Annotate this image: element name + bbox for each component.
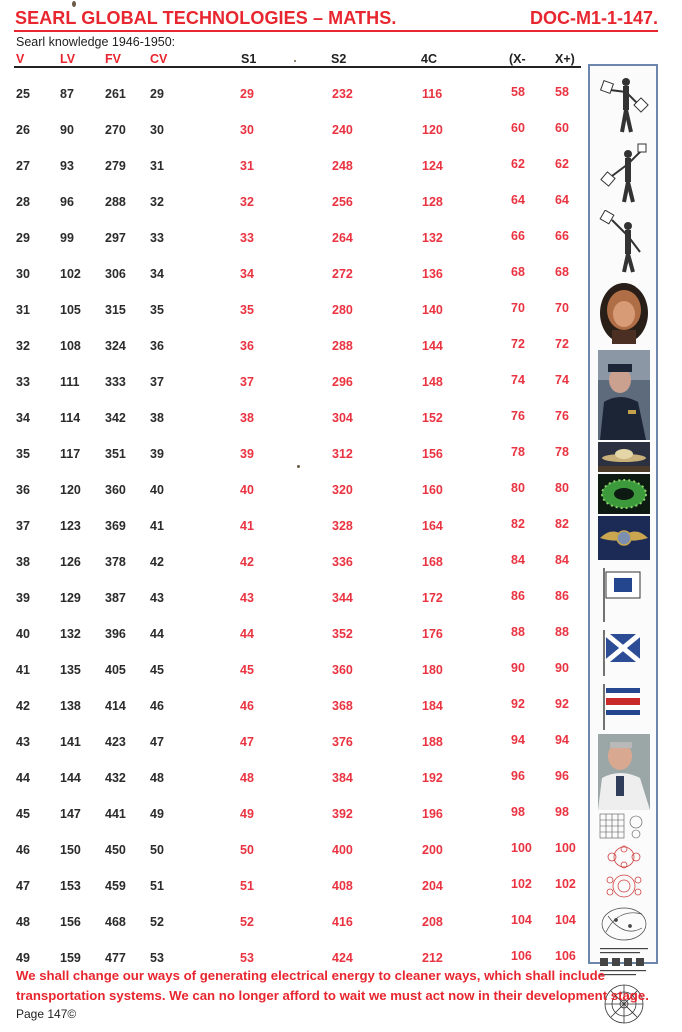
cell-c4: 144 [422,339,443,353]
cell-cv: 49 [150,807,164,821]
cell-v: 49 [16,951,30,965]
cell-fv: 387 [105,591,126,605]
cell-xm: 106 [511,949,532,963]
cell-fv: 459 [105,879,126,893]
cell-s2: 400 [332,843,353,857]
cell-v: 41 [16,663,30,677]
column-header-s1: S1 [241,52,257,66]
cell-c4: 192 [422,771,443,785]
cell-s1: 52 [240,915,254,929]
cell-xm: 60 [511,121,525,135]
cell-lv: 156 [60,915,81,929]
cell-xp: 104 [555,913,576,927]
cell-s1: 47 [240,735,254,749]
cell-s1: 39 [240,447,254,461]
cell-xp: 72 [555,337,569,351]
cell-cv: 37 [150,375,164,389]
cell-v: 31 [16,303,30,317]
cell-cv: 46 [150,699,164,713]
column-header-x-minus: (X- [509,52,526,66]
cell-cv: 38 [150,411,164,425]
cell-xm: 62 [511,157,525,171]
cell-cv: 31 [150,159,164,173]
cell-lv: 129 [60,591,81,605]
cell-xp: 76 [555,409,569,423]
cell-lv: 147 [60,807,81,821]
cell-s1: 51 [240,879,254,893]
cell-c4: 124 [422,159,443,173]
cell-s2: 264 [332,231,353,245]
cell-c4: 200 [422,843,443,857]
cell-fv: 306 [105,267,126,281]
cell-xp: 90 [555,661,569,675]
cell-s1: 30 [240,123,254,137]
cell-cv: 45 [150,663,164,677]
cell-fv: 405 [105,663,126,677]
cell-c4: 172 [422,591,443,605]
cell-fv: 378 [105,555,126,569]
cell-lv: 138 [60,699,81,713]
cell-xm: 86 [511,589,525,603]
flag-blue-square [598,564,650,624]
cell-s2: 240 [332,123,353,137]
technical-diagram-rings [598,872,650,900]
cell-cv: 40 [150,483,164,497]
cell-fv: 450 [105,843,126,857]
cell-cv: 48 [150,771,164,785]
document-title: SEARL GLOBAL TECHNOLOGIES – MATHS. [15,8,397,28]
cell-s1: 44 [240,627,254,641]
cell-cv: 52 [150,915,164,929]
cell-v: 32 [16,339,30,353]
cell-s1: 45 [240,663,254,677]
cell-c4: 132 [422,231,443,245]
cell-s2: 408 [332,879,353,893]
cell-xm: 74 [511,373,525,387]
cell-lv: 144 [60,771,81,785]
cell-s1: 43 [240,591,254,605]
cell-fv: 423 [105,735,126,749]
cell-v: 39 [16,591,30,605]
cell-cv: 32 [150,195,164,209]
cell-cv: 41 [150,519,164,533]
cell-lv: 132 [60,627,81,641]
cell-v: 37 [16,519,30,533]
footer-statement [16,966,676,1006]
cell-lv: 93 [60,159,74,173]
cell-fv: 396 [105,627,126,641]
cell-c4: 204 [422,879,443,893]
cell-s2: 328 [332,519,353,533]
cell-cv: 53 [150,951,164,965]
cell-c4: 212 [422,951,443,965]
cell-xp: 78 [555,445,569,459]
cell-lv: 87 [60,87,74,101]
cell-c4: 120 [422,123,443,137]
cell-fv: 414 [105,699,126,713]
cell-xp: 74 [555,373,569,387]
cell-fv: 468 [105,915,126,929]
cell-c4: 160 [422,483,443,497]
cell-s1: 34 [240,267,254,281]
portrait-child [598,280,650,346]
cell-xp: 68 [555,265,569,279]
cell-cv: 33 [150,231,164,245]
cell-xp: 102 [555,877,576,891]
cell-cv: 43 [150,591,164,605]
cell-v: 38 [16,555,30,569]
cell-xp: 88 [555,625,569,639]
cell-fv: 297 [105,231,126,245]
cell-cv: 47 [150,735,164,749]
document-id: DOC-M1-1-147. [529,8,658,28]
cell-v: 29 [16,231,30,245]
cell-xp: 62 [555,157,569,171]
cell-xp: 82 [555,517,569,531]
cell-xp: 64 [555,193,569,207]
cell-xp: 80 [555,481,569,495]
cell-s2: 248 [332,159,353,173]
cell-xm: 94 [511,733,525,747]
cell-c4: 184 [422,699,443,713]
cell-s2: 392 [332,807,353,821]
cell-c4: 148 [422,375,443,389]
column-header-s2: S2 [331,52,347,66]
cell-c4: 176 [422,627,443,641]
cell-s1: 40 [240,483,254,497]
cell-lv: 114 [60,411,81,425]
cell-v: 36 [16,483,30,497]
cell-s1: 32 [240,195,254,209]
column-header-v: V [16,52,25,66]
cell-v: 27 [16,159,30,173]
cell-v: 46 [16,843,30,857]
cell-cv: 42 [150,555,164,569]
cell-s1: 50 [240,843,254,857]
cell-xp: 98 [555,805,569,819]
cell-xm: 88 [511,625,525,639]
cell-cv: 51 [150,879,164,893]
cell-lv: 105 [60,303,81,317]
document-subtitle: Searl knowledge 1946-1950: [16,35,176,49]
cell-v: 43 [16,735,30,749]
cell-s2: 232 [332,87,353,101]
cell-xm: 78 [511,445,525,459]
cell-v: 42 [16,699,30,713]
cell-cv: 50 [150,843,164,857]
cell-xm: 104 [511,913,532,927]
cell-s1: 29 [240,87,254,101]
cell-xm: 98 [511,805,525,819]
cell-s2: 296 [332,375,353,389]
portrait-scientist [598,734,650,810]
cell-xm: 66 [511,229,525,243]
cell-s2: 256 [332,195,353,209]
cell-s2: 336 [332,555,353,569]
cell-fv: 477 [105,951,126,965]
cell-lv: 111 [60,375,80,389]
flag-saltire [598,628,650,678]
cell-cv: 34 [150,267,164,281]
cell-cv: 29 [150,87,164,101]
cell-cv: 30 [150,123,164,137]
cell-xm: 90 [511,661,525,675]
footer-line-1: We shall change our ways of generating electrical energy to cleaner ways, which shall include [16,968,605,983]
cell-lv: 108 [60,339,81,353]
cell-xp: 100 [555,841,576,855]
column-header-x-plus: X+) [555,52,575,66]
page-number: Page 147© [16,1007,77,1021]
cell-xm: 80 [511,481,525,495]
cell-xm: 84 [511,553,525,567]
cell-fv: 360 [105,483,126,497]
cell-s1: 53 [240,951,254,965]
technical-diagram-plot [598,902,650,944]
cell-v: 28 [16,195,30,209]
cell-lv: 123 [60,519,81,533]
cell-s1: 33 [240,231,254,245]
cell-s1: 46 [240,699,254,713]
cell-xm: 82 [511,517,525,531]
cell-xp: 60 [555,121,569,135]
cell-c4: 152 [422,411,443,425]
column-header-cv: CV [150,52,168,66]
cell-v: 26 [16,123,30,137]
cell-cv: 36 [150,339,164,353]
cell-s2: 288 [332,339,353,353]
cell-fv: 342 [105,411,126,425]
cell-s2: 384 [332,771,353,785]
cell-s1: 49 [240,807,254,821]
cell-s1: 41 [240,519,254,533]
cell-v: 47 [16,879,30,893]
cell-fv: 279 [105,159,126,173]
cell-s1: 37 [240,375,254,389]
cell-xp: 92 [555,697,569,711]
cell-xp: 84 [555,553,569,567]
cell-v: 44 [16,771,30,785]
cell-xp: 66 [555,229,569,243]
header-underline [14,66,581,68]
cell-s2: 320 [332,483,353,497]
cell-c4: 208 [422,915,443,929]
cell-c4: 128 [422,195,443,209]
cell-lv: 120 [60,483,81,497]
cell-c4: 164 [422,519,443,533]
cell-xm: 68 [511,265,525,279]
cell-s1: 48 [240,771,254,785]
cell-xm: 102 [511,877,532,891]
cell-xp: 58 [555,85,569,99]
cell-xp: 86 [555,589,569,603]
green-ring-device [598,474,650,514]
cell-s2: 312 [332,447,353,461]
cell-v: 25 [16,87,30,101]
cell-s1: 35 [240,303,254,317]
scan-speck [294,60,296,62]
cell-v: 48 [16,915,30,929]
cell-c4: 116 [422,87,443,101]
cell-s2: 272 [332,267,353,281]
flag-striped [598,682,650,732]
cell-c4: 188 [422,735,443,749]
cell-xp: 94 [555,733,569,747]
cell-c4: 196 [422,807,443,821]
cell-s2: 424 [332,951,353,965]
cell-xp: 96 [555,769,569,783]
cell-xp: 106 [555,949,576,963]
cell-s2: 376 [332,735,353,749]
cell-v: 45 [16,807,30,821]
cell-c4: 168 [422,555,443,569]
cell-xm: 64 [511,193,525,207]
cell-s1: 36 [240,339,254,353]
cell-lv: 150 [60,843,81,857]
semaphore-figure-2 [598,142,650,206]
cell-xm: 72 [511,337,525,351]
cell-s2: 416 [332,915,353,929]
image-strip [588,64,658,964]
cell-s2: 280 [332,303,353,317]
cell-fv: 432 [105,771,126,785]
cell-lv: 99 [60,231,74,245]
cell-s1: 42 [240,555,254,569]
technical-diagram-grid [598,812,650,842]
cell-v: 40 [16,627,30,641]
cell-fv: 270 [105,123,126,137]
cell-fv: 261 [105,87,126,101]
cell-lv: 126 [60,555,81,569]
cell-s2: 360 [332,663,353,677]
cell-s2: 344 [332,591,353,605]
column-header-lv: LV [60,52,76,66]
ufo-saucer-photo [598,442,650,472]
cell-xm: 76 [511,409,525,423]
cell-s2: 368 [332,699,353,713]
cell-s2: 304 [332,411,353,425]
cell-xm: 92 [511,697,525,711]
technical-diagram-circles [598,844,650,870]
cell-xm: 96 [511,769,525,783]
title-underline [14,30,658,32]
cell-c4: 136 [422,267,443,281]
cell-fv: 315 [105,303,126,317]
cell-fv: 288 [105,195,126,209]
cell-lv: 135 [60,663,81,677]
cell-fv: 333 [105,375,126,389]
cell-v: 35 [16,447,30,461]
cell-v: 30 [16,267,30,281]
cell-fv: 369 [105,519,126,533]
cell-v: 33 [16,375,30,389]
cell-lv: 153 [60,879,81,893]
cell-cv: 35 [150,303,164,317]
cell-xp: 70 [555,301,569,315]
cell-xm: 58 [511,85,525,99]
cell-c4: 156 [422,447,443,461]
cell-lv: 96 [60,195,74,209]
column-header-4c: 4C [421,52,437,66]
cell-fv: 441 [105,807,126,821]
cell-v: 34 [16,411,30,425]
cell-lv: 159 [60,951,81,965]
portrait-officer [598,350,650,440]
cell-xm: 70 [511,301,525,315]
scan-speck [72,1,76,7]
cell-lv: 117 [60,447,81,461]
cell-fv: 351 [105,447,126,461]
winged-badge-emblem [598,516,650,560]
cell-cv: 39 [150,447,164,461]
cell-lv: 141 [60,735,81,749]
cell-xm: 100 [511,841,532,855]
cell-fv: 324 [105,339,126,353]
cell-c4: 180 [422,663,443,677]
footer-line-2: transportation systems. We can no longer afford to wait we must act now in their development stage. [16,988,649,1003]
cell-cv: 44 [150,627,164,641]
cell-s2: 352 [332,627,353,641]
column-header-fv: FV [105,52,121,66]
semaphore-figure-3 [598,210,650,274]
cell-lv: 102 [60,267,81,281]
cell-c4: 140 [422,303,443,317]
scan-speck [297,465,300,468]
cell-s1: 31 [240,159,254,173]
semaphore-figure-1 [598,70,650,138]
cell-s1: 38 [240,411,254,425]
cell-lv: 90 [60,123,74,137]
